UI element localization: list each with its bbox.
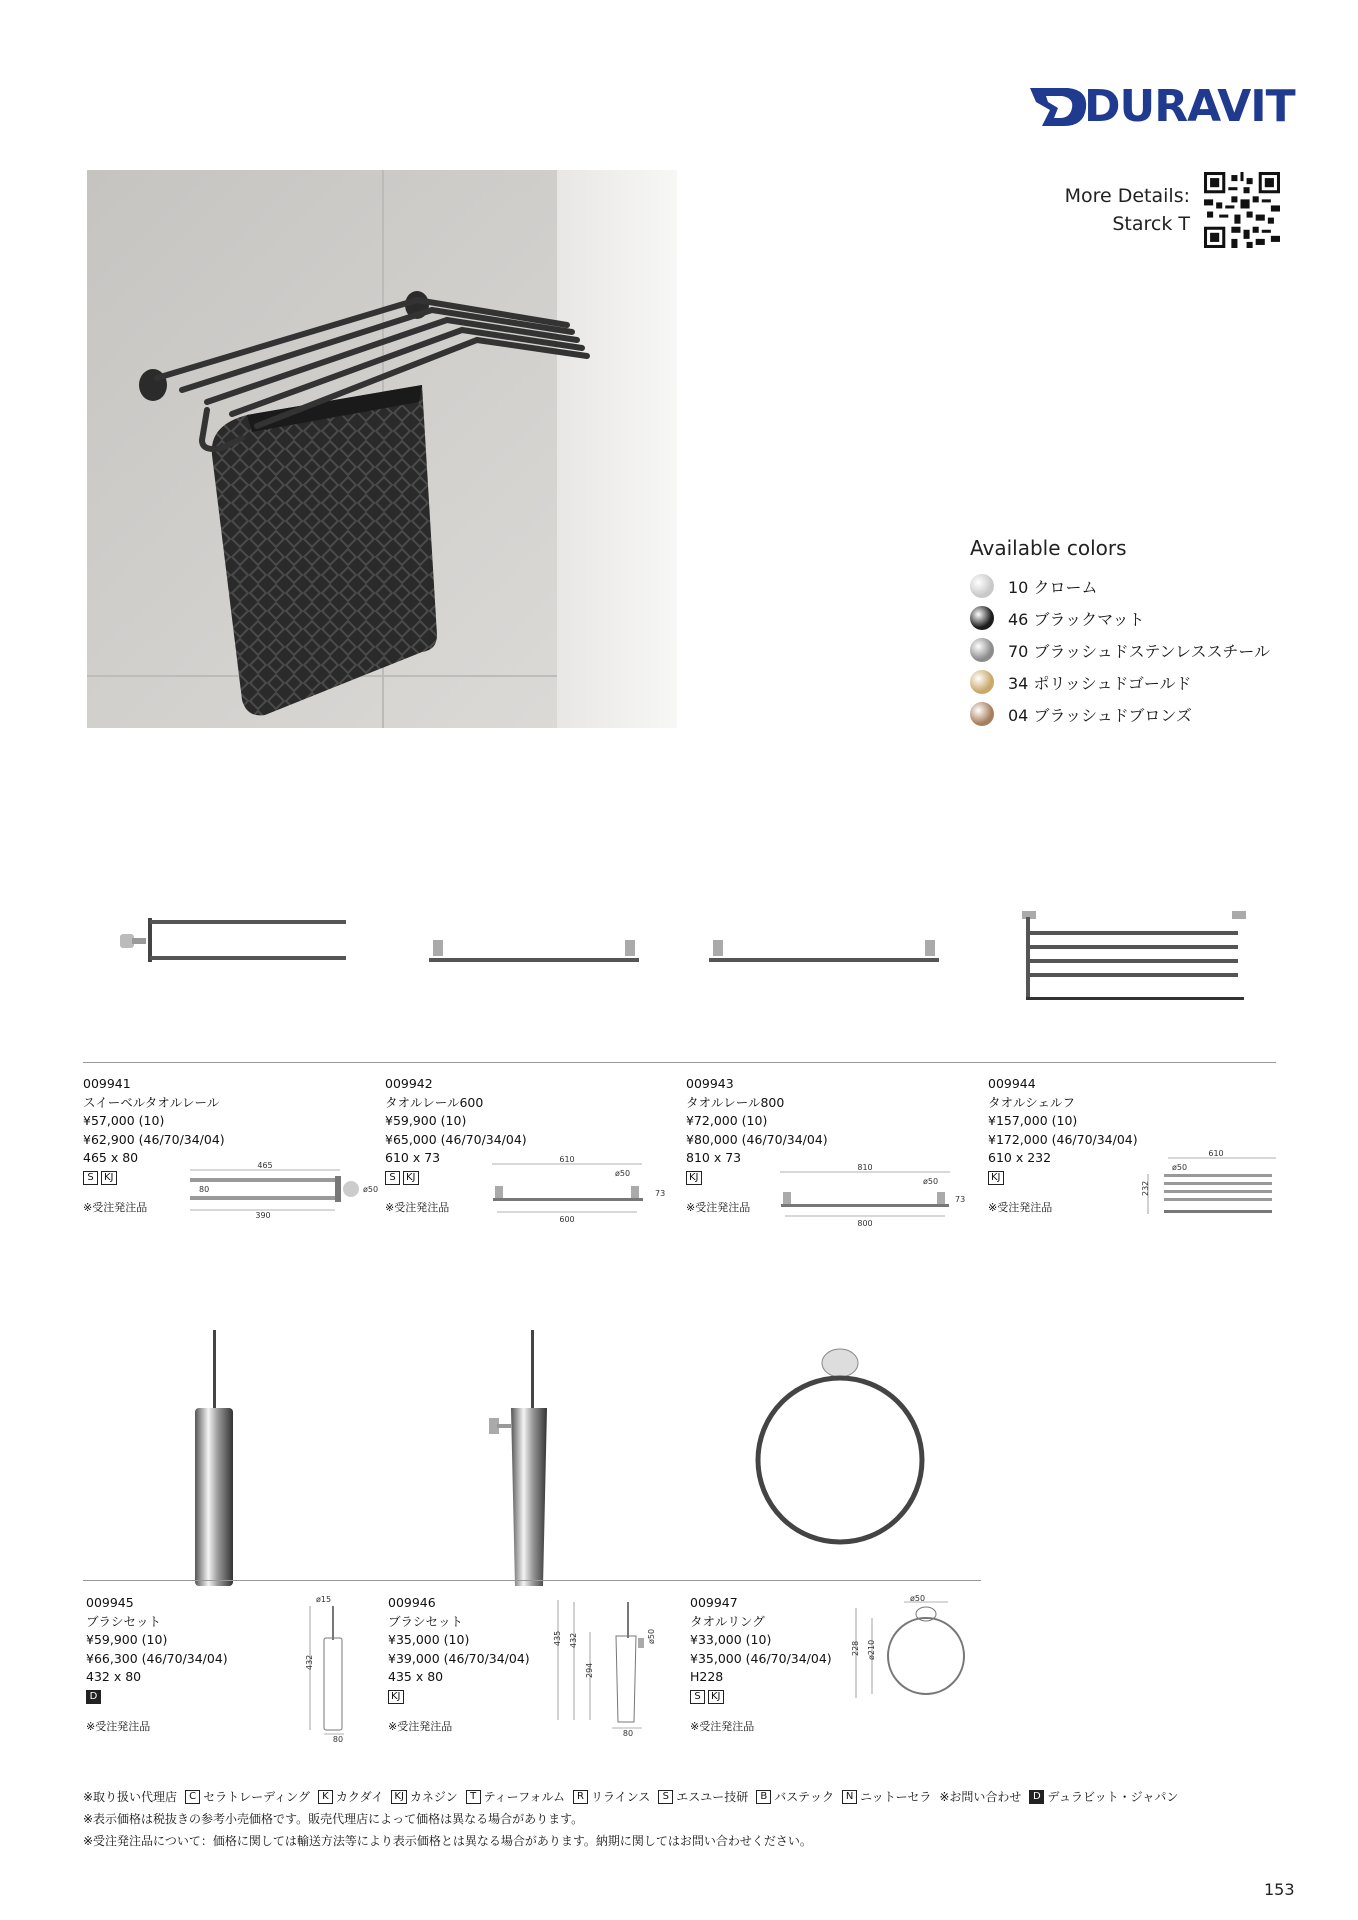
product-price-colors: ¥35,000 (46/70/34/04)	[690, 1650, 832, 1666]
product-card-009946	[388, 1594, 530, 1736]
color-option	[970, 602, 1270, 634]
dealer-legend-item	[391, 1786, 457, 1808]
product-image-009944	[1010, 905, 1250, 1005]
dealer-name: ティーフォルム	[483, 1790, 565, 1804]
dealer-badges	[388, 1688, 530, 1706]
product-size: 432 x 80	[86, 1669, 142, 1684]
dealer-legend-item	[658, 1786, 748, 1808]
hero-photo-towel-shelf	[87, 170, 677, 728]
dealer-legend-item	[185, 1786, 310, 1808]
product-code: 009945	[86, 1595, 134, 1610]
color-option	[970, 570, 1270, 602]
dealer-name: バステック	[774, 1790, 835, 1804]
product-price-chrome: ¥72,000 (10)	[686, 1113, 768, 1128]
product-code: 009944	[988, 1076, 1036, 1091]
dealer-badge: R	[573, 1790, 588, 1804]
qr-code-icon[interactable]	[1204, 172, 1280, 248]
dealer-badges	[988, 1169, 1138, 1187]
dealer-badge: S	[690, 1690, 705, 1704]
product-price-colors: ¥62,900 (46/70/34/04)	[83, 1131, 225, 1147]
product-price-colors: ¥65,000 (46/70/34/04)	[385, 1131, 527, 1147]
dim-label: 435	[553, 1630, 562, 1646]
brand-name: DURAVIT	[1084, 80, 1295, 132]
product-image-009947	[745, 1345, 935, 1555]
product-price-colors: ¥80,000 (46/70/34/04)	[686, 1131, 828, 1147]
product-image-009942	[425, 930, 645, 970]
dim-label: ø50	[363, 1185, 379, 1194]
product-price-chrome: ¥157,000 (10)	[988, 1113, 1078, 1128]
product-price-chrome: ¥59,900 (10)	[86, 1632, 168, 1647]
product-image-009946	[485, 1330, 555, 1590]
dim-label: ø50	[923, 1177, 939, 1186]
dim-label: 432	[569, 1632, 578, 1648]
dealer-name: エスユー技研	[676, 1790, 749, 1804]
product-price-chrome: ¥59,900 (10)	[385, 1113, 467, 1128]
dim-label: 600	[559, 1215, 575, 1224]
colors-title: Available colors	[970, 536, 1127, 560]
product-code: 009946	[388, 1595, 436, 1610]
dealer-badge: N	[842, 1790, 857, 1804]
color-label: 04 ブラッシュドブロンズ	[1008, 705, 1192, 725]
dimension-drawing-009947	[848, 1594, 978, 1714]
product-size: 610 x 73	[385, 1150, 441, 1165]
product-note: ※受注発注品	[385, 1200, 450, 1214]
details-series: Starck T	[1112, 213, 1190, 235]
inquiry-dealer	[1029, 1786, 1178, 1808]
product-size: 465 x 80	[83, 1150, 139, 1165]
dealer-badge: KJ	[403, 1171, 419, 1185]
dimension-drawing-009944	[1138, 1148, 1278, 1228]
dealer-badge: S	[658, 1790, 673, 1804]
dealer-badge: KJ	[388, 1690, 404, 1704]
product-name: ブラシセット	[388, 1613, 464, 1629]
dimension-drawing-009946	[552, 1598, 662, 1738]
dealers-label: ※取り扱い代理店	[83, 1790, 178, 1804]
color-label: 46 ブラックマット	[1008, 609, 1145, 629]
dealer-badge: KJ	[686, 1171, 702, 1185]
available-colors	[970, 536, 1270, 730]
product-card-009944	[988, 1075, 1138, 1217]
duravit-logo	[1028, 78, 1295, 134]
dealer-name: カネジン	[409, 1790, 458, 1804]
dealer-badge: KJ	[708, 1690, 724, 1704]
dim-label: ø50	[647, 1628, 656, 1644]
dim-label: 390	[255, 1211, 271, 1220]
dealer-badge: S	[83, 1171, 98, 1185]
product-name: タオルシェルフ	[988, 1094, 1075, 1110]
dim-label: 610	[559, 1155, 575, 1164]
dealer-name: デュラビット・ジャパン	[1047, 1790, 1179, 1804]
product-price-chrome: ¥35,000 (10)	[388, 1632, 470, 1647]
color-swatch	[970, 670, 994, 694]
product-card-009947	[690, 1594, 832, 1736]
dim-label: 800	[857, 1219, 873, 1228]
dealer-badges	[86, 1688, 228, 1706]
dim-label: ø50	[910, 1594, 926, 1603]
product-size: 810 x 73	[686, 1150, 742, 1165]
dealer-name: リラインス	[591, 1790, 651, 1804]
dim-label: ø210	[867, 1639, 876, 1660]
product-name: スイーベルタオルレール	[83, 1094, 220, 1110]
row1-divider	[83, 1062, 1276, 1063]
dealer-badge: KJ	[988, 1171, 1004, 1185]
product-code: 009947	[690, 1595, 738, 1610]
color-swatch	[970, 638, 994, 662]
dim-label: ø50	[1172, 1163, 1188, 1172]
dim-label: 232	[1141, 1180, 1150, 1196]
dim-label: 228	[851, 1640, 860, 1656]
product-price-chrome: ¥33,000 (10)	[690, 1632, 772, 1647]
color-swatch	[970, 702, 994, 726]
dealer-badge: K	[318, 1790, 333, 1804]
page-number: 153	[1264, 1880, 1295, 1899]
dim-label: 73	[955, 1195, 966, 1204]
product-size: 435 x 80	[388, 1669, 444, 1684]
dim-label: 80	[332, 1735, 344, 1744]
color-option	[970, 666, 1270, 698]
dim-label: 610	[1208, 1149, 1224, 1158]
product-price-chrome: ¥57,000 (10)	[83, 1113, 165, 1128]
product-code: 009941	[83, 1076, 131, 1091]
product-card-009945	[86, 1594, 228, 1736]
dealer-badge: KJ	[101, 1171, 117, 1185]
product-price-colors: ¥66,300 (46/70/34/04)	[86, 1650, 228, 1666]
dealer-badge: D	[1029, 1790, 1044, 1804]
color-label: 70 ブラッシュドステンレススチール	[1008, 641, 1271, 661]
color-option	[970, 634, 1270, 666]
product-image-009941	[112, 910, 352, 970]
dealer-badge: D	[86, 1690, 101, 1704]
product-code: 009942	[385, 1076, 433, 1091]
dim-label: 294	[585, 1662, 594, 1678]
dealer-badge: KJ	[391, 1790, 407, 1804]
dim-label: 432	[305, 1654, 314, 1670]
color-swatch	[970, 574, 994, 598]
product-price-colors: ¥172,000 (46/70/34/04)	[988, 1131, 1138, 1147]
product-note: ※受注発注品	[83, 1200, 148, 1214]
dim-label: 810	[857, 1163, 873, 1172]
dimension-drawing-009942	[487, 1152, 667, 1227]
dealer-legend-item	[756, 1786, 834, 1808]
product-note: ※受注発注品	[690, 1719, 755, 1733]
dealer-badge: B	[756, 1790, 771, 1804]
dealer-name: カクダイ	[335, 1790, 384, 1804]
dealer-legend-item	[842, 1786, 931, 1808]
product-image-009945	[185, 1330, 245, 1590]
dimension-drawing-009945	[302, 1592, 362, 1742]
dealer-legend-item	[573, 1786, 650, 1808]
dimension-drawing-009943	[775, 1160, 965, 1230]
more-details	[1065, 182, 1190, 238]
dim-label: 80	[199, 1185, 210, 1194]
product-note: ※受注発注品	[388, 1719, 453, 1733]
dealer-legend-item	[318, 1786, 384, 1808]
product-size: 610 x 232	[988, 1150, 1052, 1165]
dealer-badges	[690, 1688, 832, 1706]
product-name: タオルリング	[690, 1613, 765, 1629]
dim-label: 465	[257, 1161, 273, 1170]
color-swatch	[970, 606, 994, 630]
product-note: ※受注発注品	[86, 1719, 151, 1733]
dimension-drawing-009941	[185, 1160, 379, 1220]
product-image-009943	[705, 930, 945, 970]
product-name: ブラシセット	[86, 1613, 162, 1629]
product-price-colors: ¥39,000 (46/70/34/04)	[388, 1650, 530, 1666]
dim-label: ø15	[316, 1595, 332, 1604]
product-note: ※受注発注品	[686, 1200, 751, 1214]
dim-label: 80	[622, 1729, 634, 1738]
product-note: ※受注発注品	[988, 1200, 1053, 1214]
product-name: タオルレール600	[385, 1094, 484, 1110]
dealer-name: セラトレーディング	[203, 1790, 310, 1804]
dealer-name: ニットーセラ	[860, 1790, 932, 1804]
row2-divider	[83, 1580, 981, 1581]
inquiry-label: ※お問い合わせ	[939, 1790, 1022, 1804]
color-option	[970, 698, 1270, 730]
dealer-legend	[83, 1786, 1178, 1808]
product-code: 009943	[686, 1076, 734, 1091]
product-size: H228	[690, 1669, 724, 1684]
footer-notes	[83, 1786, 1178, 1852]
order-note: ※受注発注品について：価格に関しては輸送方法等により表示価格とは異なる場合があります。納期に関してはお問い合わせください。	[83, 1834, 812, 1848]
dealer-badge: S	[385, 1171, 400, 1185]
price-note: ※表示価格は税抜きの参考小売価格です。販売代理店によって価格は異なる場合があります。	[83, 1812, 584, 1826]
product-name: タオルレール800	[686, 1094, 785, 1110]
color-label: 34 ポリッシュドゴールド	[1008, 673, 1192, 693]
dealer-badge: C	[185, 1790, 200, 1804]
dim-label: 73	[655, 1189, 666, 1198]
dim-label: ø50	[615, 1169, 631, 1178]
details-label: More Details:	[1064, 185, 1190, 207]
dealer-legend-item	[466, 1786, 565, 1808]
color-label: 10 クローム	[1008, 577, 1098, 597]
duravit-logo-icon	[1028, 80, 1090, 132]
dealer-badge: T	[466, 1790, 481, 1804]
